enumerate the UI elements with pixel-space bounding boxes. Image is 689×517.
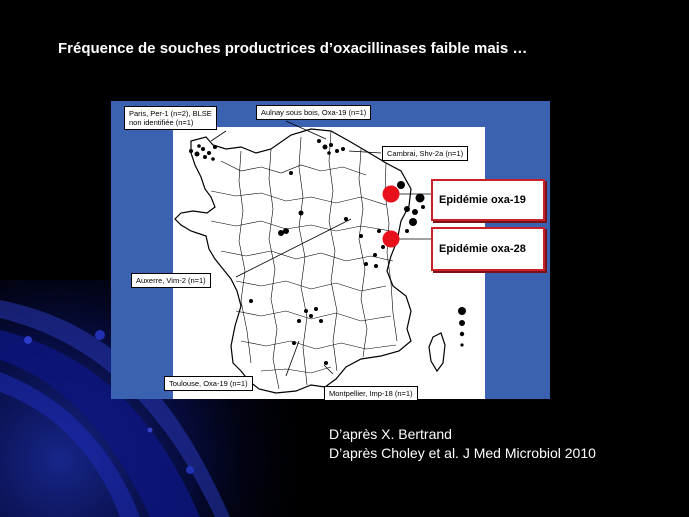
epidemic-oxa-19-label: Epidémie oxa-19: [431, 179, 545, 221]
callout-cambrai: Cambrai, Shv-2a (n=1): [382, 146, 468, 161]
source-bertrand: D’après X. Bertrand: [329, 426, 452, 442]
slide-title: Fréquence de souches productrices d’oxacillinases faible mais …: [58, 40, 528, 57]
legend-label-1: 1: [470, 341, 474, 348]
callout-aulnay: Aulnay sous bois, Oxa-19 (n=1): [256, 105, 371, 120]
map-figure: [111, 101, 550, 399]
callout-paris: Paris, Per-1 (n=2), BLSE non identifiée (n=1): [124, 106, 217, 130]
callout-montpellier: Montpellier, Imp-18 (n=1): [324, 386, 418, 401]
legend-label-4: 4: [470, 307, 474, 314]
source-choley: D’après Choley et al. J Med Microbiol 2010: [329, 445, 596, 461]
epidemic-oxa-28-marker: [383, 231, 400, 248]
callout-toulouse: Toulouse, Oxa-19 (n=1): [164, 376, 253, 391]
legend-label-3: 3: [470, 319, 474, 326]
callout-auxerre: Auxerre, Vim-2 (n=1): [131, 273, 211, 288]
epidemic-oxa-19-marker: [383, 186, 400, 203]
epidemic-oxa-28-label: Epidémie oxa-28: [431, 227, 545, 271]
legend-label-2: 2: [470, 330, 474, 337]
